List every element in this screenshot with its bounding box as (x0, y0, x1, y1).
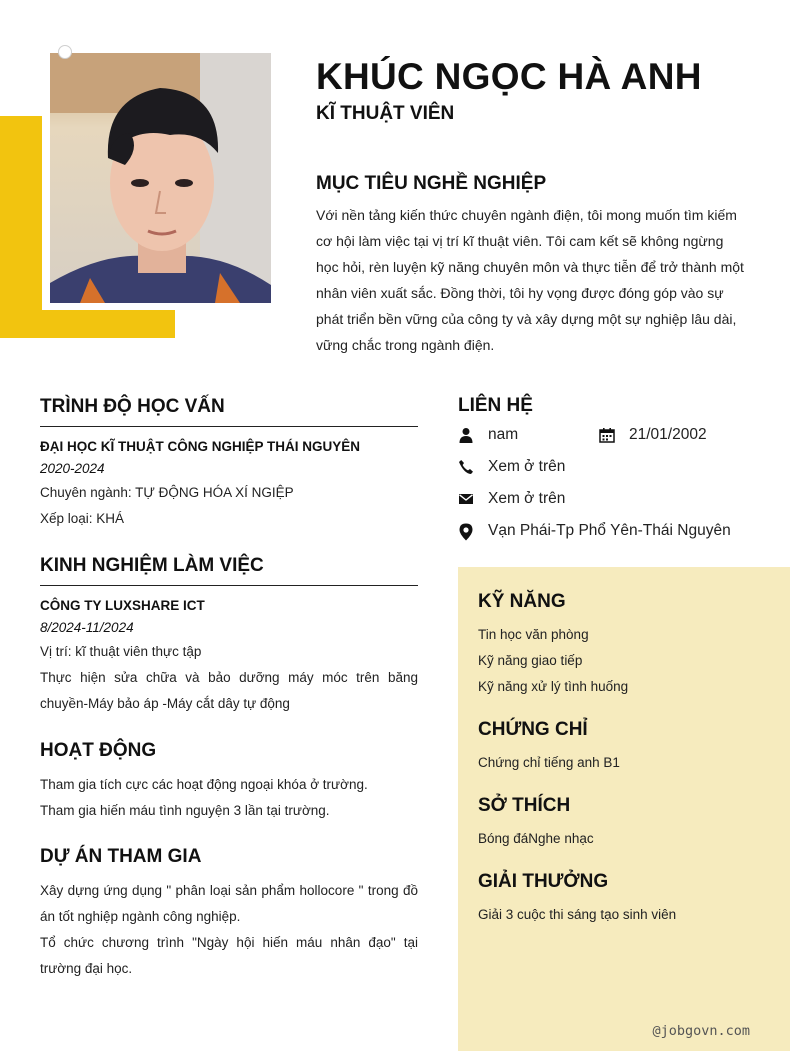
experience-section (40, 555, 418, 717)
education-school: ĐẠI HỌC KĨ THUẬT CÔNG NGHIỆP THÁI NGUYÊN (40, 439, 361, 454)
photo-handle-icon (58, 45, 72, 59)
phone-value: Xem ở trên (488, 458, 566, 475)
projects-heading: DỰ ÁN THAM GIA (40, 846, 202, 867)
profile-photo (50, 53, 271, 303)
activity-item: Tham gia tích cực các hoạt động ngoại khóa ở trường. (40, 777, 368, 792)
side-panel (458, 567, 790, 1051)
project-item: Xây dựng ứng dụng " phân loại sản phẩm hollocore " trong đồ án tốt nghiệp ngành công nghiệp. (40, 883, 418, 924)
gender-value: nam (488, 426, 519, 443)
project-item: Tổ chức chương trình "Ngày hội hiến máu nhân đạo" tại trường đại học. (40, 935, 418, 976)
education-major: Chuyên ngành: TỰ ĐỘNG HÓA XÍ NGIỆP (40, 485, 294, 500)
person-icon (458, 427, 474, 443)
experience-position: Vị trí: kĩ thuật viên thực tập (40, 644, 202, 659)
skills-heading: KỸ NĂNG (478, 591, 566, 612)
activities-section (40, 740, 418, 824)
contact-address (458, 522, 731, 540)
contact-heading: LIÊN HỆ (458, 395, 533, 416)
certificate-item: Chứng chỉ tiếng anh B1 (478, 755, 620, 770)
objective-heading: MỤC TIÊU NGHỀ NGHIỆP (316, 173, 547, 194)
experience-heading: KINH NGHIỆM LÀM VIỆC (40, 555, 418, 586)
experience-company: CÔNG TY LUXSHARE ICT (40, 598, 205, 613)
activities-heading: HOẠT ĐỘNG (40, 740, 157, 761)
mail-icon (458, 491, 474, 507)
accent-block-horizontal (0, 310, 175, 338)
awards-heading: GIẢI THƯỞNG (478, 871, 609, 892)
candidate-name: KHÚC NGỌC HÀ ANH (316, 56, 702, 97)
calendar-icon (599, 427, 615, 443)
hobbies-text: Bóng đáNghe nhạc (478, 831, 594, 846)
experience-description: Thực hiện sửa chữa và bảo dưỡng máy móc trên băng chuyền-Máy bảo áp -Máy cắt dây tự động (40, 670, 418, 711)
contact-phone (458, 458, 565, 476)
contact-email (458, 490, 565, 508)
contact-birthday (599, 426, 707, 444)
watermark: @jobgovn.com (652, 1023, 750, 1039)
skill-item: Kỹ năng giao tiếp (478, 653, 583, 668)
education-rank: Xếp loại: KHÁ (40, 511, 125, 526)
education-period: 2020-2024 (40, 461, 105, 476)
experience-period: 8/2024-11/2024 (40, 620, 134, 635)
contact-gender (458, 426, 518, 444)
birthday-value: 21/01/2002 (629, 426, 707, 443)
objective-text: Với nền tảng kiến thức chuyên ngành điện, tôi mong muốn tìm kiếm cơ hội làm việc tại vị trí kĩ thuật viên. Tôi cam kết sẽ không ngừng học hỏi, rèn luyện kỹ năng chuyên môn và thực tiễn để trở thành một nhân viên xuất sắc. Đồng thời, tôi hy vọng được đóng góp vào sự phát triển bền vững của công ty và xây dựng một sự nghiệp lâu dài, vững chắc trong ngành điện. (316, 207, 744, 353)
activity-item: Tham gia hiến máu tình nguyện 3 lần tại trường. (40, 803, 330, 818)
location-pin-icon (458, 523, 474, 539)
education-heading: TRÌNH ĐỘ HỌC VẤN (40, 396, 418, 427)
address-value: Vạn Phái-Tp Phổ Yên-Thái Nguyên (488, 522, 731, 539)
projects-section (40, 846, 418, 982)
email-value: Xem ở trên (488, 490, 566, 507)
accent-block-vertical (0, 116, 42, 338)
skill-item: Kỹ năng xử lý tình huống (478, 679, 629, 694)
skill-item: Tin học văn phòng (478, 627, 589, 642)
award-item: Giải 3 cuộc thi sáng tạo sinh viên (478, 907, 677, 922)
phone-icon (458, 459, 474, 475)
education-section (40, 396, 418, 532)
hobbies-heading: SỞ THÍCH (478, 795, 571, 816)
job-title: KĨ THUẬT VIÊN (316, 103, 455, 124)
certificates-heading: CHỨNG CHỈ (478, 719, 588, 740)
